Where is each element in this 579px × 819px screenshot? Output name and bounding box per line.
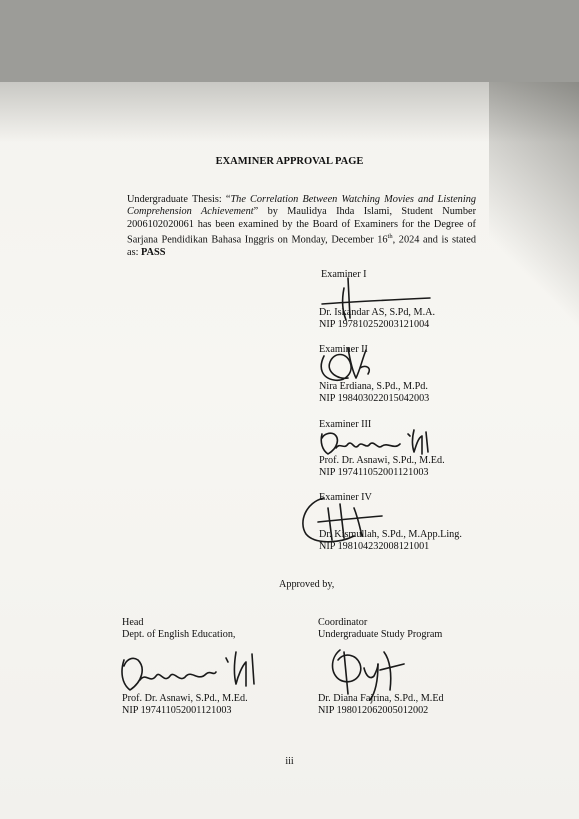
statement-text: Undergraduate Thesis: “ [127,194,231,205]
statement-line-3: 2006102020061 has been examined by the Board of Examiners for the Degree of [127,218,476,230]
page-shadow-right [489,82,579,402]
approver-2-name: Dr. Diana Fajrina, S.Pd., M.Ed [318,693,444,704]
statement-line-5 [127,247,476,259]
approver-2-program: Undergraduate Study Program [318,629,443,640]
thesis-title-part-2: Comprehension Achievement [127,206,254,218]
page-number: iii [285,756,294,767]
approver-1-title: Head [122,617,144,628]
examiner-2-role: Examiner II [319,344,368,355]
approver-1-name: Prof. Dr. Asnawi, S.Pd., M.Ed. [122,693,248,704]
statement-line-4 [127,231,476,247]
examiner-1-role: Examiner I [321,269,367,280]
statement-line-1 [127,194,476,206]
examiner-1-nip: NIP 197810252003121004 [319,319,430,330]
approval-statement [127,194,476,259]
examiner-3-role: Examiner III [319,419,372,430]
statement-line-2 [127,206,476,218]
approver-1-nip: NIP 197411052001121003 [122,705,232,716]
approved-by-label: Approved by, [279,579,335,590]
examiner-1-name: Dr. Iskandar AS, S.Pd, M.A. [319,307,436,318]
approver-2-title: Coordinator [318,617,368,628]
thesis-title-part-1: The Correlation Between Watching Movies and Listening [230,194,476,205]
examiner-2-nip: NIP 198403022015042003 [319,393,430,404]
statement-text: ” by Maulidya Ihda Islami, Student Number [253,206,477,218]
statement-text: as: [127,247,142,259]
examiner-3-nip: NIP 197411052001121003 [319,467,429,478]
ordinal-suffix: th [387,233,393,241]
statement-text: Sarjana Pendidikan Bahasa Inggris on Monday, December 16 [127,234,388,246]
examiner-3-signature [318,428,438,458]
examiner-4-name: Dr. Kismullah, S.Pd., M.App.Ling. [319,529,462,540]
approver-2-nip: NIP 198012062005012002 [318,705,429,716]
examiner-3-name: Prof. Dr. Asnawi, S.Pd., M.Ed. [319,455,445,466]
approver-1-department: Dept. of English Education, [122,629,236,640]
exam-result: PASS [141,247,166,259]
approver-1-signature [118,650,268,696]
examiner-2-name: Nira Erdiana, S.Pd., M.Pd. [319,381,428,392]
page-title: EXAMINER APPROVAL PAGE [215,156,364,167]
statement-text: , 2024 and is stated [392,234,476,246]
examiner-4-nip: NIP 198104232008121001 [319,541,430,552]
examiner-4-role: Examiner IV [319,492,372,503]
